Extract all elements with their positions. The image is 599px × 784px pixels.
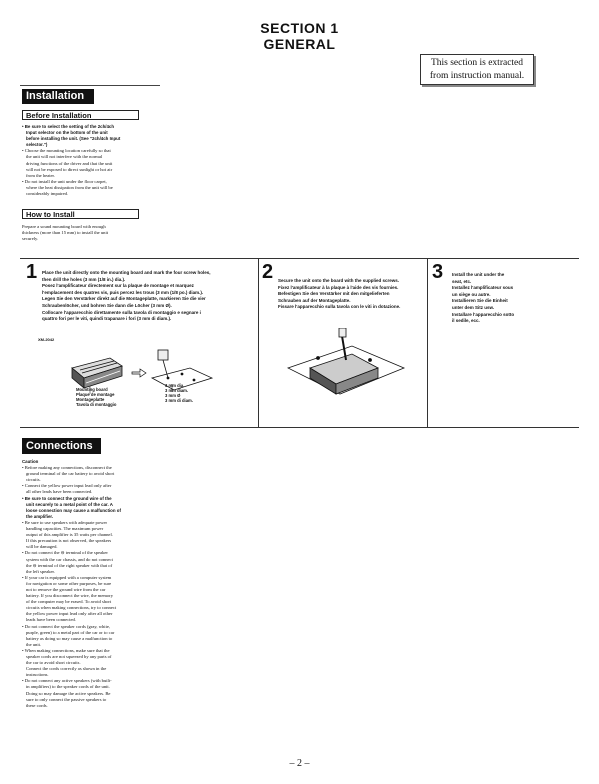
steps-top-rule xyxy=(20,258,579,259)
how-to-install-text xyxy=(22,224,144,242)
list-item: • Do not connect the speaker cords (gray, white, xyxy=(22,623,111,629)
list-item: the unit will not interfere with the normal xyxy=(26,154,103,160)
list-item: speaker cords are not squeezed by any parts of xyxy=(26,654,112,659)
step-1-illustration xyxy=(60,340,230,420)
list-item: purple, green) to a metal part of the car or to car xyxy=(26,629,115,635)
mounting-board-label xyxy=(76,387,116,407)
list-item: considerably impaired. xyxy=(26,191,69,197)
extract-note xyxy=(420,54,534,85)
list-item: before installing the unit. (See "2ch/4ch Input xyxy=(26,136,121,142)
label-line: Tavola di montaggio xyxy=(76,402,117,407)
list-item: If this precaution is not observed, the speakers xyxy=(26,538,112,544)
list-item: Input selector on the bottom of the unit xyxy=(26,130,108,136)
step-line: Installez l'amplificateur sous xyxy=(452,285,514,291)
list-item: loose connection may cause a malfunction of xyxy=(26,507,121,513)
step-line: il sedile, ecc. xyxy=(452,318,480,324)
step-line: l'emplacement des quatres vis, puis percez les trous (3 mm (1/8 po.) diam.). xyxy=(42,289,204,295)
label-line: 3 mm Ø xyxy=(165,393,181,398)
list-item: ground terminal of the car battery to avoid short xyxy=(26,471,115,477)
list-item: • Be sure to use speakers with adequate power xyxy=(22,519,108,525)
step-line: Place the unit directly onto the mounting board and mark the four screw holes, xyxy=(42,270,211,275)
section-heading xyxy=(0,20,599,52)
list-item: battery as doing so may cause a malfunction to xyxy=(26,635,113,641)
before-installation-list xyxy=(22,124,144,197)
step-line: Befestigen Sie den Verstärker mit den mitgelieferten xyxy=(278,291,390,297)
list-item: where the heat dissipation from the unit will be xyxy=(26,184,113,190)
label-line: 3 mm dia. xyxy=(165,383,185,388)
step-line: Fixez l'amplificateur à la plaque à l'aide des vis fournies. xyxy=(278,284,399,290)
label-line: 3 mm diam. xyxy=(165,388,189,393)
step-line: Installare l'apparecchio sotto xyxy=(452,311,515,317)
list-item: • If your car is equipped with a computer system xyxy=(22,574,112,580)
extract-note-line: This section is extracted xyxy=(430,58,524,68)
list-item: • Do not connect any active speakers (with built- xyxy=(22,678,112,684)
step-line: then drill the holes (3 mm (1/8 in.) dia.). xyxy=(42,276,126,282)
step-line: Collocare l'apparecchio direttamente sulla tavola di montaggio e segnare i xyxy=(42,309,201,315)
list-item: system with the car chassis, and do not connect xyxy=(26,556,113,562)
label-line: Mounting board xyxy=(76,387,108,392)
list-item: battery. If you disconnect the wire, the memory xyxy=(26,593,114,599)
step-2-number: 2 xyxy=(262,261,274,283)
page-number: – 2 – xyxy=(289,758,310,769)
step-line: unter dem Sitz usw. xyxy=(452,304,495,310)
installation-heading: Installation xyxy=(22,89,94,104)
step-line: Posez l'amplificateur directement sur la plaque de montage et marquez xyxy=(42,283,194,289)
step-line: Secure the unit onto the board with the supplied screws. xyxy=(278,278,400,283)
section-number: SECTION 1 xyxy=(260,20,339,36)
model-number: XM-2042 xyxy=(38,337,55,342)
step-2-text xyxy=(278,278,424,311)
caution-label: Caution xyxy=(22,459,39,464)
list-item: selector.") xyxy=(26,142,48,148)
list-item: Doing so may damage the active speakers. Be xyxy=(26,690,111,696)
list-item: • Do not install the unit under the floor carpet, xyxy=(22,178,107,184)
list-item: • Before making any connections, disconnect the xyxy=(22,465,112,471)
list-item: • Choose the mounting location carefully so that xyxy=(22,148,111,154)
list-item: • Be sure to connect the ground wire of the xyxy=(22,495,112,501)
step-line: un siège ou autre. xyxy=(452,291,491,297)
list-item: the yellow power input lead only after all other xyxy=(26,611,113,617)
list-item: will not be exposed to direct sunlight or hot air xyxy=(26,166,113,172)
list-item: • Be sure to select the setting of the 2ch/4ch xyxy=(22,124,115,129)
step-2-illustration xyxy=(282,328,412,413)
before-installation-heading: Before Installation xyxy=(22,110,138,120)
list-item: unit securely to a metal point of the car. A xyxy=(26,501,113,507)
list-item: Connect the cords correctly as shown in the xyxy=(26,666,107,672)
step-line: seat, etc. xyxy=(452,278,472,284)
list-item: of the computer may be erased. To avoid short xyxy=(26,599,112,605)
step-line: Fissare l'apparecchio sulla tavola con le viti in dotazione. xyxy=(278,304,401,310)
list-item: • When making connections, make sure that the xyxy=(22,647,110,653)
step-3-number: 3 xyxy=(432,261,444,283)
label-line: Montageplatte xyxy=(76,397,105,402)
list-item: from the heater. xyxy=(26,172,55,178)
step-line: Legen Sie den Verstärker direkt auf die Montageplatte, markieren Sie die vier xyxy=(42,296,206,302)
how-to-install-heading: How to Install xyxy=(22,209,138,219)
list-item: for navigation or some other purposes, be sure xyxy=(26,580,112,586)
section-title: GENERAL xyxy=(263,36,336,52)
extract-note-line: from instruction manual. xyxy=(429,71,525,81)
text-line: Prepare a sound mounting board with enough xyxy=(22,224,106,229)
list-item: • Connect the yellow power input lead only after xyxy=(22,483,112,489)
list-item: the unit. xyxy=(26,641,42,647)
list-item: instructions. xyxy=(26,672,49,678)
text-line: securely. xyxy=(22,236,39,242)
list-item: handling capacities. The maximum power xyxy=(26,526,104,532)
list-item: the car to avoid short circuits. xyxy=(26,660,81,666)
arrow-icon xyxy=(132,369,146,377)
list-item: • Do not connect the ⊖ terminal of the speaker xyxy=(22,550,108,556)
step-line: Schraubenlöcher, und bohren Sie dann die Löcher (3 mm Ø). xyxy=(42,302,172,308)
list-item: the amplifier. xyxy=(26,513,54,519)
step-line: Schrauben auf der Montageplatte. xyxy=(278,297,351,303)
amplifier-drawing xyxy=(72,358,122,388)
list-item: circuits when making connections, try to connect xyxy=(26,605,117,611)
list-item: will be damaged. xyxy=(26,544,58,550)
list-item: all other leads have been connected. xyxy=(26,489,93,495)
connections-caution-list xyxy=(22,459,152,709)
text-line: thickness (more than 15 mm) to install the unit xyxy=(22,230,108,236)
list-item: these cords. xyxy=(26,702,48,708)
step-line: Install the unit under the xyxy=(452,272,505,277)
list-item: sure to only connect the passive speakers to xyxy=(26,696,107,702)
list-item: in amplifiers) to the speaker cords of the unit. xyxy=(26,684,110,690)
steps-bottom-rule xyxy=(20,427,579,428)
list-item: leads have been connected. xyxy=(26,617,76,623)
hole-size-label xyxy=(165,383,193,403)
step-line: quattro fori per le viti, quindi trapanare i fori (3 mm di diam.). xyxy=(42,316,172,322)
top-rule xyxy=(20,85,160,86)
label-line: Plaque de montage xyxy=(76,392,115,397)
step-1-number: 1 xyxy=(26,261,38,283)
connections-heading: Connections xyxy=(22,438,101,454)
list-item: the left speaker. xyxy=(26,568,55,574)
step-divider xyxy=(258,258,259,427)
list-item: not to remove the ground wire from the car xyxy=(26,586,106,592)
list-item: driving functions of the driver and that the unit xyxy=(26,160,113,166)
list-item: the ⊖ terminal of the right speaker with that of xyxy=(26,562,113,568)
list-item: output of this amplifier is 35 watts per channel. xyxy=(26,532,113,538)
step-line: Installieren Sie die Einheit xyxy=(452,298,508,304)
step-1-text xyxy=(42,270,256,323)
label-line: 3 mm di diam. xyxy=(165,398,193,403)
step-divider xyxy=(427,258,428,427)
step-3-text xyxy=(452,272,576,325)
list-item: circuits. xyxy=(26,477,41,483)
